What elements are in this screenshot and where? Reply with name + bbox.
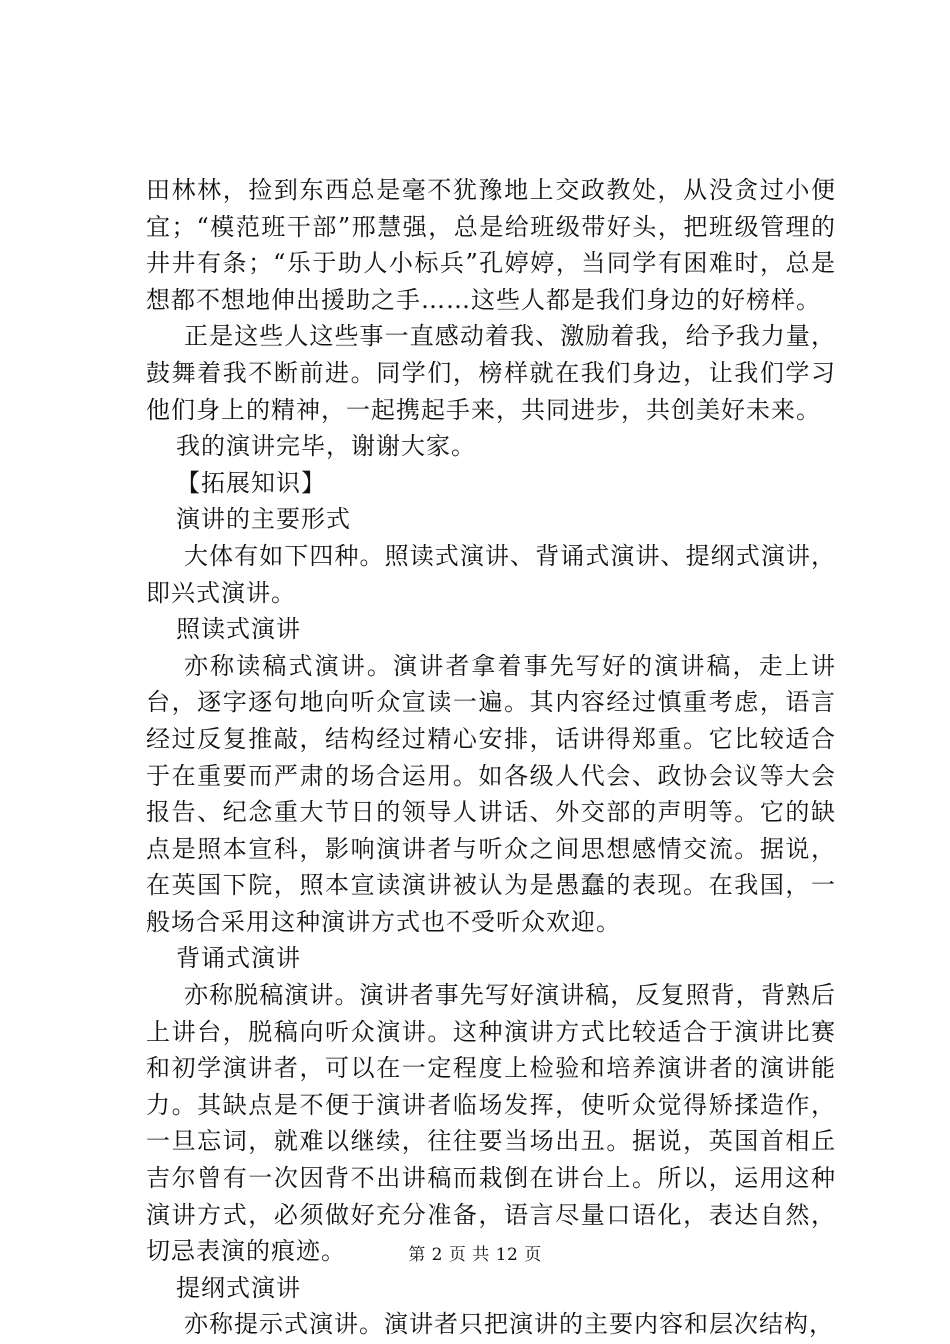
section-heading: 照读式演讲	[176, 615, 301, 644]
body-text	[146, 172, 836, 1343]
section-heading: 演讲的主要形式	[176, 505, 351, 534]
paragraph: 亦称读稿式演讲。演讲者拿着事先写好的演讲稿，走上讲台，逐字逐句地向听众宣读一遍。其内容经过慎重考虑，语言经过反复推敲，结构经过精心安排，话讲得郑重。它比较适合于在重要而严肃的场合运用。如各级人代会、政协会议等大会报告、纪念重大节日的领导人讲话、外交部的声明等。它的缺点是照本宣科，影响演讲者与听众之间思想感情交流。据说，在英国下院，照本宣读演讲被认为是愚蠢的表现。在我国，一般场合采用这种演讲方式也不受听众欢迎。	[146, 651, 836, 936]
section-heading: 提纲式演讲	[176, 1273, 301, 1302]
section-heading: 【拓展知识】	[176, 468, 326, 497]
page-footer: 第 2 页 共 12 页	[408, 1245, 542, 1265]
paragraph: 亦称脱稿演讲。演讲者事先写好演讲稿，反复照背，背熟后上讲台，脱稿向听众演讲。这种演讲方式比较适合于演讲比赛和初学演讲者，可以在一定程度上检验和培养演讲者的演讲能力。其缺点是不便于演讲者临场发挥，使听众觉得矫揉造作，一旦忘词，就难以继续，往往要当场出丑。据说，英国首相丘吉尔曾有一次因背不出讲稿而栽倒在讲台上。所以，运用这种演讲方式，必须做好充分准备，语言尽量口语化，表达自然，切忌表演的痕迹。	[146, 981, 836, 1266]
paragraph: 亦称提示式演讲。演讲者只把演讲的主要内容和层次结构，	[184, 1310, 834, 1339]
closing-line: 我的演讲完毕，谢谢大家。	[176, 432, 476, 461]
section-heading: 背诵式演讲	[176, 944, 301, 973]
paragraph: 大体有如下四种。照读式演讲、背诵式演讲、提纲式演讲，即兴式演讲。	[146, 541, 836, 607]
paragraph: 正是这些人这些事一直感动着我、激励着我，给予我力量，鼓舞着我不断前进。同学们，榜样就在我们身边，让我们学习他们身上的精神，一起携起手来，共同进步，共创美好未来。	[146, 322, 836, 424]
paragraph: 田林林，捡到东西总是毫不犹豫地上交政教处，从没贪过小便宜；“模范班干部”邢慧强，总是给班级带好头，把班级管理的井井有条；“乐于助人小标兵”孔婷婷，当同学有困难时，总是想都不想地伸出援助之手……这些人都是我们身边的好榜样。	[146, 176, 836, 314]
